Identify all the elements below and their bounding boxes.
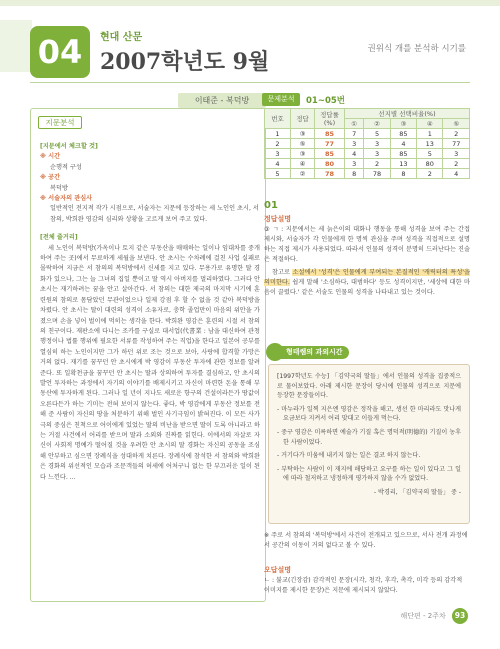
narrator-bullet: ※ 서술자의 관심사 bbox=[40, 195, 93, 203]
cell-choice: 77 bbox=[443, 139, 470, 149]
note-text: ※ 주로 서 참의의 '복덕방'에서 사건이 전개되고 있으므로, 서사 전개 과정에서 공간의 이동이 거의 없다고 볼 수 있다. bbox=[264, 532, 468, 549]
footer-label: 해단편 - 2주차 bbox=[400, 612, 446, 620]
cell-choice: 4 bbox=[443, 169, 470, 179]
cell-no: 4 bbox=[265, 159, 291, 169]
cell-choice: 3 bbox=[443, 149, 470, 159]
cell-choice: 2 bbox=[364, 159, 390, 169]
answer-question-number: 01 bbox=[264, 200, 278, 211]
cell-choice: 85 bbox=[390, 129, 416, 139]
answer-text-ref bbox=[264, 268, 470, 298]
page-number: 93 bbox=[452, 608, 468, 624]
cell-choice: 5 bbox=[364, 129, 390, 139]
cell-choice: 85 bbox=[390, 149, 416, 159]
page-title: 2007학년도 9월 bbox=[100, 49, 270, 75]
cell-no: 1 bbox=[265, 129, 291, 139]
tutor-badge bbox=[266, 343, 354, 361]
footer bbox=[401, 608, 468, 624]
cell-choice: 1 bbox=[417, 129, 443, 139]
answer-highlight: 소설에서 '성격'은 인물에게 부여되는 본질적인 '캐릭터의 특성'을 의미한다. bbox=[264, 269, 470, 286]
answer-text-a: ③ ㄱ : 지문에서는 세 늙은이의 대화나 행동을 통해 성격을 보여 주는 간접 제시와, 서술자가 각 인물에게 한 명씩 관심을 주며 성격을 직접적으로 설명하는 직접 제시가 사용되었다. 따라서 인물의 성격이 분명히 드러난다는 진술은 적절하다. bbox=[264, 226, 470, 263]
cell-rate: 77 bbox=[315, 139, 345, 149]
check-label: [지문에서 체크할 것] bbox=[40, 143, 98, 150]
col-choices: 선지별 선택비율(%) bbox=[345, 109, 470, 119]
header-divider bbox=[30, 82, 470, 83]
space-value: 복덕방 bbox=[50, 184, 68, 192]
quote-item: - 마누라가 일찍 지은엔 영감은 정작을 해고, 생선 한 마리라도 맛나게 요금보다 지켜서 어리 맞대고 이들게 먹는다. bbox=[277, 405, 461, 423]
wrong-answer-heading: 오답설명 bbox=[264, 566, 292, 574]
cell-answer: ③ bbox=[291, 129, 315, 139]
choice-header: ① bbox=[345, 119, 364, 129]
stats-title: 01~05번 bbox=[306, 96, 345, 106]
space-bullet: ※ 공간 bbox=[40, 174, 61, 182]
cell-answer: ④ bbox=[291, 159, 315, 169]
choice-header: ② bbox=[364, 119, 390, 129]
cell-no: 3 bbox=[265, 149, 291, 159]
cell-no: 5 bbox=[265, 169, 291, 179]
cell-choice: 8 bbox=[345, 169, 364, 179]
passage-text bbox=[40, 138, 260, 483]
header-right-label: 권위식 개를 분석하 시기를 bbox=[367, 44, 466, 54]
section-subtitle: 현대 산문 bbox=[100, 32, 143, 43]
stats-table bbox=[264, 108, 470, 179]
cell-choice: 5 bbox=[417, 149, 443, 159]
cell-no: 2 bbox=[265, 139, 291, 149]
cell-choice: 3 bbox=[364, 149, 390, 159]
stats-tab: 문제분석 bbox=[262, 93, 300, 106]
choice-header: ③ bbox=[390, 119, 416, 129]
cell-rate: 85 bbox=[315, 149, 345, 159]
author-tab: 이태준 - 복덕방 bbox=[178, 93, 266, 108]
cell-rate: 85 bbox=[315, 129, 345, 139]
section-number: 04 bbox=[30, 26, 90, 78]
choice-header: ④ bbox=[417, 119, 443, 129]
summary-text: 세 노인이 복덕방(가옥이나 토지 같은 부동산을 매매하는 일이나 임대차를 중개하여 주는 곳)에서 무료하게 세월을 보낸다. 안 초시는 수차례에 걸친 사업 실패로 몰락하여 지금은 서 참의의 복덕방에서 신세를 지고 있다. 무용가로 유명한 딸 경화가 있으나, 그는 늘 그녀의 집일 뿐이고 딸 역시 아버지를 멀리하였다. 그러다 안 초시는 재기하려는 꿈을 안고 살아간다. 서 참의는 대한 제국의 마지막 시기에 훈련원의 참의로 몸담았던 무관이었으나 일제 강점 후 할 수 없을 것 같아 복덕방을 차렸다. 안 초시는 딸이 대련의 성격이 소유자로, 충학 졸업만이 마음의 위안을 가졌으며 손을 넣어 벌이에 먹히는 생각을 한다. 박희완 영감은 훈련의 시절 서 참의의 친구이다. 재판소에 다니는 조카를 구실로 대서업(代書業 : 남을 대신하여 관청 행정이나 법률 행위에 필요한 서류를 작성하여 주는 직업)을 한다고 일본어 공부를 열심히 하는 노인이지만 그가 하던 위로 조는 것으로 보아, 사랑에 합격할 가망은 거의 없다. 재기를 꿈꾸던 안 초시에게 박 영감이 부동산 투자에 관한 정보를 알려준다. 또 일확천금을 꿈꾸던 안 초시는 딸과 상의하여 투자를 결심하고, 안 초시의 발언 투자하는 과정에서 자기의 이야기를 배제시키고 자신이 마련한 돈을 통해 부동산에 투자하게 된다. 그러나 일 년이 지나도 새로운 항구의 건설이라든가 땅값이 오른다든가 하는 기미는 전혀 보이지 않는다. 좋다, 박 영감에게 부동산 정보를 전해 준 사람이 자신의 땅을 처분하기 위해 벌인 사기극임이 밝혀진다. 이 모든 사가극의 중심은 친척으로 어이에게 있었는 딸의 비난을 받으면 딸이 도록 아니라고 하는 거절 사건에서 어리를 받으며 딸과 소외와 진짜를 읽힌다. 이에서의 자살로 자신이 사회적 명예가 떨어질 것을 우려한 안 초시의 딸 경화는 자신의 공동을 조심해 안부하고 심으면 장례식을 성대하게 치른다. 장례식에 참석한 서 참의와 박희완은 경화의 위선적인 모습과 조문객들의 허세에 어처구니 없는 한 부끄러운 일이 된다 느낀다. ... bbox=[40, 244, 260, 481]
cell-answer: ② bbox=[291, 169, 315, 179]
table-row bbox=[265, 139, 470, 149]
col-rate: 정답률(%) bbox=[315, 109, 345, 129]
cell-choice: 2 bbox=[417, 169, 443, 179]
cell-rate: 80 bbox=[315, 159, 345, 169]
cell-choice: 8 bbox=[390, 169, 416, 179]
cell-answer: ⑤ bbox=[291, 139, 315, 149]
cell-choice: 2 bbox=[443, 159, 470, 169]
quote-source: - 박경리, 「김약국의 딸들」 중 - bbox=[373, 488, 461, 496]
quote-item: - 중구 영감은 미륵하면 예술가 기질 혹은 명덕적(明德的) 기질이 농후한 사람이었다. bbox=[277, 428, 461, 446]
quote-intro: [1997학년도 수능] 「김약국의 딸들」에서 인물의 성격을 집중적으로 물어보았다. 아래 제시한 문장이 당시에 인물의 성격으로 지문에 등장한 문장들이다. bbox=[277, 373, 461, 400]
cell-choice: 3 bbox=[364, 139, 390, 149]
table-row bbox=[265, 129, 470, 139]
cell-choice: 3 bbox=[345, 159, 364, 169]
cell-answer: ③ bbox=[291, 149, 315, 159]
table-row bbox=[265, 159, 470, 169]
cell-choice: 7 bbox=[345, 129, 364, 139]
header-top-bar bbox=[0, 0, 500, 6]
time-bullet: ※ 시간 bbox=[40, 153, 61, 161]
cell-choice: 78 bbox=[364, 169, 390, 179]
cell-choice: 13 bbox=[417, 139, 443, 149]
answer-text-b: 참고로 bbox=[272, 269, 293, 276]
table-row bbox=[265, 169, 470, 179]
cell-choice: 4 bbox=[345, 149, 364, 159]
col-answer: 정답 bbox=[291, 109, 315, 129]
choice-header: ⑤ bbox=[443, 119, 470, 129]
header-deco bbox=[0, 20, 32, 72]
summary-label: [전체 줄거리] bbox=[40, 234, 78, 242]
time-value: 순행적 구성 bbox=[50, 163, 82, 171]
answer-text-c: 쉽게 말해 '소심하다, 대범하다' 등도 성격이지만, '세상에 대한 마음이 끌렸다.' 같은 서술도 인물의 성격을 나타내고 있는 것이다. bbox=[264, 279, 470, 296]
cell-choice: 80 bbox=[417, 159, 443, 169]
wrong-answer-text: ㄴ : 불교(긴장감) 감각적인 문장(시각, 청각, 후각, 촉각, 미각 등의 감각적 이미지를 제시한 문장)은 지문에 제시되지 않았다. bbox=[264, 577, 463, 594]
passage-tag: 지문분석 bbox=[38, 116, 82, 129]
table-row bbox=[265, 149, 470, 159]
badge-label: 형태쌤의 과외시간 bbox=[280, 346, 349, 359]
col-no: 번호 bbox=[265, 109, 291, 129]
cell-choice: 4 bbox=[390, 139, 416, 149]
answer-text bbox=[264, 225, 470, 298]
narrator-value: 일반적인 전지적 작가 시점으로, 서술자는 지문에 등장하는 세 노인인 초시, 서 참의, 박희완 영감의 심리와 상황을 고르게 보여 주고 있다. bbox=[50, 205, 259, 223]
cell-rate: 78 bbox=[315, 169, 345, 179]
quote-item: - 거기다가 미움에 내키지 않는 일은 결코 하지 않는다. bbox=[277, 452, 421, 460]
cell-choice: 13 bbox=[390, 159, 416, 169]
cell-choice: 3 bbox=[345, 139, 364, 149]
answer-heading: 정답설명 bbox=[264, 215, 292, 223]
quote-box bbox=[268, 364, 470, 524]
quote-item: - 부탁하는 사람이 이 재지에 해당하고 요구를 하는 일이 있다고 그 일에 따라 철저하고 냉정하게 평가하지 않을 수가 없었다. bbox=[277, 465, 461, 483]
cell-choice: 2 bbox=[443, 129, 470, 139]
